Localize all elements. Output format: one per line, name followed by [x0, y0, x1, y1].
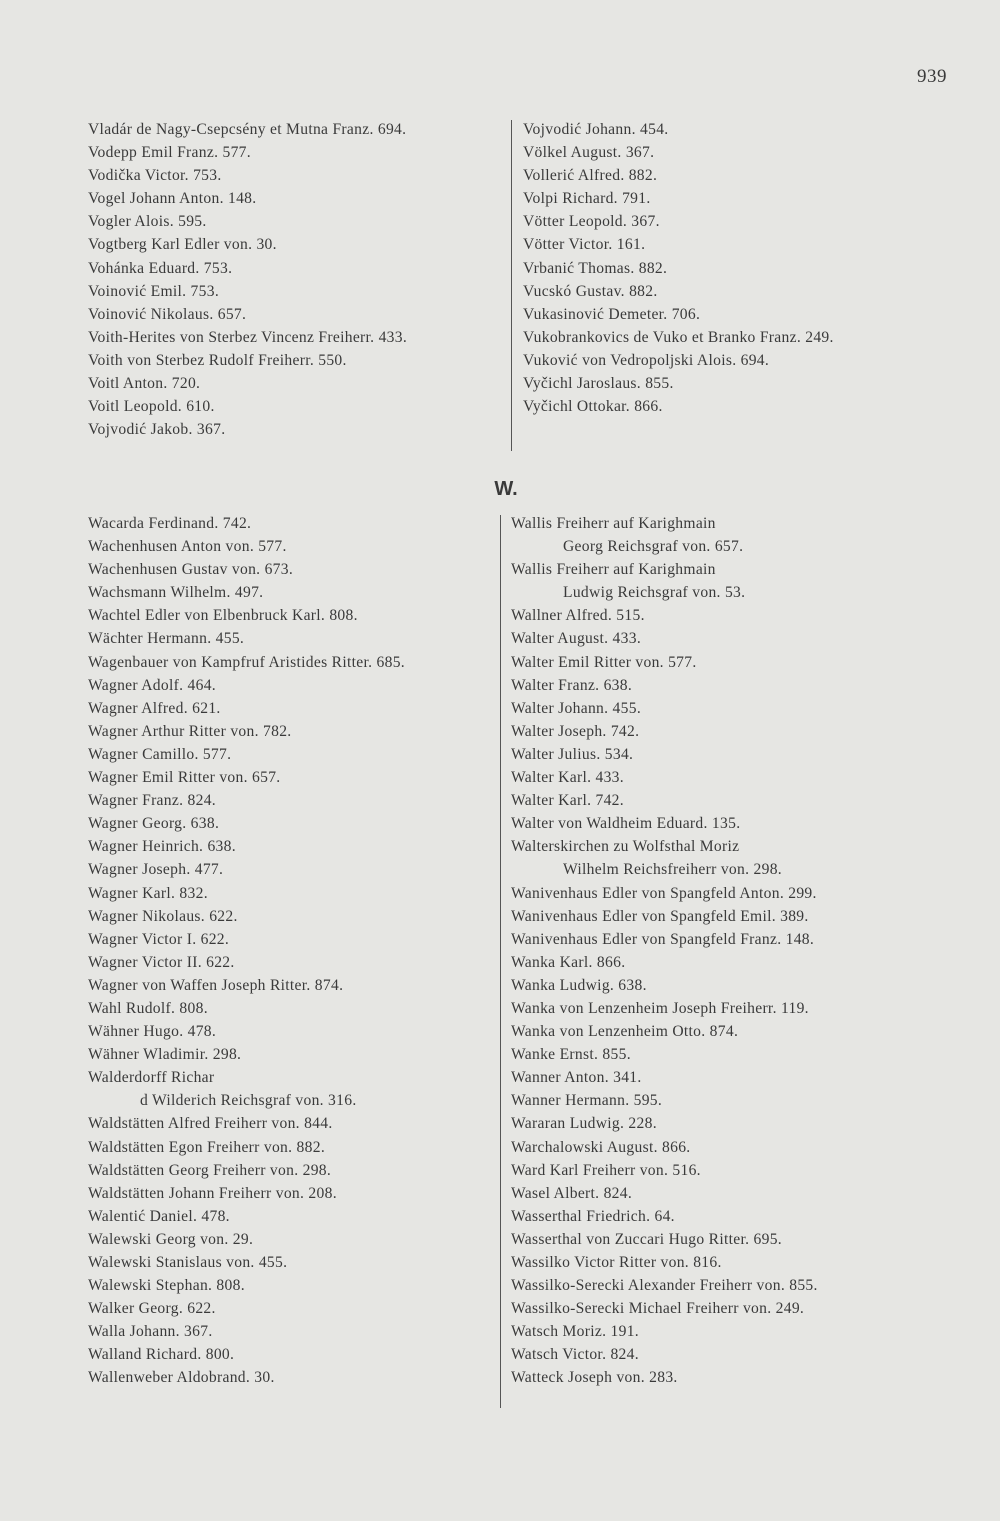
index-entry: Wagner Victor I. 622. — [88, 930, 230, 948]
index-entry: Vollerić Alfred. 882. — [523, 167, 658, 185]
index-entry: Wagenbauer von Kampfruf Aristides Ritter. 685. — [88, 653, 405, 671]
index-entry: Vodička Victor. 753. — [88, 167, 222, 185]
index-entry: Wagner Nikolaus. 622. — [88, 907, 238, 925]
index-entry: Wachtel Edler von Elbenbruck Karl. 808. — [88, 607, 358, 625]
index-entry: Wanke Ernst. 855. — [511, 1046, 631, 1064]
index-entry: Wasserthal von Zuccari Hugo Ritter. 695. — [511, 1230, 783, 1248]
index-entry: Wanner Hermann. 595. — [511, 1092, 663, 1110]
index-entry — [88, 1066, 500, 1112]
index-entry-continuation: d Wilderich Reichsgraf von. 316. — [140, 1092, 357, 1110]
index-entry: Vrbanić Thomas. 882. — [523, 259, 668, 277]
index-entry: Vojvodić Jakob. 367. — [88, 421, 226, 439]
index-entry: Wacarda Ferdinand. 742. — [88, 515, 252, 532]
index-entry: Waldstätten Georg Freiherr von. 298. — [88, 1161, 332, 1179]
index-entry: Vladár de Nagy-Csepcsény et Mutna Franz. 694. — [88, 121, 407, 138]
index-entry-first-line: Walterskirchen zu Wolfsthal Moriz — [511, 838, 740, 856]
index-entry: Walla Johann. 367. — [88, 1323, 213, 1341]
index-entry: Wagner Camillo. 577. — [88, 745, 232, 763]
index-entry: Wagner Franz. 824. — [88, 792, 216, 810]
index-entry-first-line: Wallis Freiherr auf Karighmain — [511, 515, 716, 532]
index-entry: Watteck Joseph von. 283. — [511, 1369, 678, 1387]
index-entry: Wagner Adolf. 464. — [88, 676, 217, 694]
index-entry: Wassilko Victor Ritter von. 816. — [511, 1254, 722, 1271]
index-entry: Walewski Georg von. 29. — [88, 1230, 254, 1248]
index-entry: Waldstätten Johann Freiherr von. 208. — [88, 1184, 337, 1202]
index-entry: Walter Julius. 534. — [511, 745, 634, 763]
index-entry: Wararan Ludwig. 228. — [511, 1115, 657, 1133]
index-entry: Walter Karl. 742. — [511, 792, 624, 810]
index-entry: Volpi Richard. 791. — [523, 190, 651, 208]
index-entry: Wagner Georg. 638. — [88, 815, 220, 833]
index-entry: Wanka von Lenzenheim Otto. 874. — [511, 1023, 739, 1041]
index-entry: Watsch Victor. 824. — [511, 1346, 639, 1364]
index-entry: Wasel Albert. 824. — [511, 1184, 633, 1202]
index-column-top-left — [88, 118, 508, 441]
index-entry: Wallner Alfred. 515. — [511, 607, 645, 625]
index-entry — [511, 558, 931, 604]
index-entry: Wähner Hugo. 478. — [88, 1023, 217, 1041]
index-entry: Ward Karl Freiherr von. 516. — [511, 1161, 701, 1179]
index-entry: Wasserthal Friedrich. 64. — [511, 1207, 675, 1225]
index-entry-continuation: Wilhelm Reichsfreiherr von. 298. — [563, 861, 782, 879]
index-entry: Wagner Victor II. 622. — [88, 953, 235, 971]
index-entry: Walter Karl. 433. — [511, 769, 624, 787]
index-entry: Vohánka Eduard. 753. — [88, 259, 233, 277]
index-entry: Vukasinović Demeter. 706. — [523, 305, 701, 323]
index-column-bottom-left — [88, 512, 500, 1390]
index-entry: Walter Franz. 638. — [511, 676, 633, 694]
index-entry-first-line: Wallis Freiherr auf Karighmain — [511, 561, 716, 579]
index-entry: Walker Georg. 622. — [88, 1300, 216, 1318]
index-entry: Vodepp Emil Franz. 577. — [88, 144, 251, 162]
index-entry: Voitl Anton. 720. — [88, 375, 201, 393]
index-entry: Wagner Heinrich. 638. — [88, 838, 236, 856]
index-entry: Völkel August. 367. — [523, 144, 655, 162]
index-entry: Walewski Stephan. 808. — [88, 1277, 245, 1295]
index-column-bottom-right — [511, 512, 931, 1390]
page-number: 939 — [917, 66, 947, 87]
index-entry: Walewski Stanislaus von. 455. — [88, 1254, 288, 1271]
index-entry: Wallenweber Aldobrand. 30. — [88, 1369, 275, 1387]
index-entry: Vojvodić Johann. 454. — [523, 121, 669, 138]
index-entry: Wachsmann Wilhelm. 497. — [88, 584, 264, 602]
index-entry: Wassilko-Serecki Alexander Freiherr von. 855. — [511, 1277, 818, 1295]
index-entry: Walland Richard. 800. — [88, 1346, 235, 1364]
index-entry: Wagner Emil Ritter von. 657. — [88, 769, 281, 787]
index-entry: Vogtberg Karl Edler von. 30. — [88, 236, 277, 254]
index-entry: Wassilko-Serecki Michael Freiherr von. 249. — [511, 1300, 805, 1318]
index-entry: Warchalowski August. 866. — [511, 1138, 691, 1156]
index-entry: Vogel Johann Anton. 148. — [88, 190, 257, 208]
index-entry: Walter Joseph. 742. — [511, 722, 640, 740]
index-entry: Walter Emil Ritter von. 577. — [511, 653, 697, 671]
section-letter-heading: W. — [494, 478, 518, 500]
index-entry: Wagner Alfred. 621. — [88, 699, 221, 717]
index-entry-continuation: Ludwig Reichsgraf von. 53. — [563, 584, 746, 602]
index-entry: Voitl Leopold. 610. — [88, 398, 215, 416]
index-entry: Wanivenhaus Edler von Spangfeld Anton. 299. — [511, 884, 817, 902]
index-entry: Voinović Nikolaus. 657. — [88, 305, 247, 323]
index-entry: Walter Johann. 455. — [511, 699, 642, 717]
index-entry: Wanka Ludwig. 638. — [511, 976, 647, 994]
index-entry-continuation: Georg Reichsgraf von. 657. — [563, 538, 744, 556]
index-entry: Wanka Karl. 866. — [511, 953, 626, 971]
column-divider-top — [511, 120, 512, 451]
index-entry: Walentić Daniel. 478. — [88, 1207, 230, 1225]
column-divider-bottom — [500, 515, 501, 1408]
index-entry: Voith-Herites von Sterbez Vincenz Freiherr. 433. — [88, 328, 408, 346]
index-entry: Wagner von Waffen Joseph Ritter. 874. — [88, 976, 344, 994]
index-entry: Vuković von Vedropoljski Alois. 694. — [523, 351, 770, 369]
index-entry: Vukobrankovics de Vuko et Branko Franz. 249. — [523, 328, 834, 346]
index-entry: Voinović Emil. 753. — [88, 282, 220, 300]
index-entry: Wähner Wladimir. 298. — [88, 1046, 242, 1064]
index-entry — [511, 512, 931, 558]
index-entry: Wahl Rudolf. 808. — [88, 999, 208, 1017]
index-entry-first-line: Walderdorff Richar — [88, 1069, 215, 1087]
index-entry: Wagner Karl. 832. — [88, 884, 208, 902]
index-entry: Vyčichl Jaroslaus. 855. — [523, 375, 674, 393]
index-entry: Wanivenhaus Edler von Spangfeld Franz. 148. — [511, 930, 815, 948]
index-entry: Vucskó Gustav. 882. — [523, 282, 658, 300]
index-entry: Wächter Hermann. 455. — [88, 630, 245, 648]
index-entry: Wagner Arthur Ritter von. 782. — [88, 722, 292, 740]
index-entry: Vötter Leopold. 367. — [523, 213, 660, 231]
index-entry: Wanivenhaus Edler von Spangfeld Emil. 389. — [511, 907, 809, 925]
index-entry: Wagner Joseph. 477. — [88, 861, 224, 879]
index-entry: Voith von Sterbez Rudolf Freiherr. 550. — [88, 351, 347, 369]
index-column-top-right — [523, 118, 963, 418]
index-entry: Waldstätten Alfred Freiherr von. 844. — [88, 1115, 333, 1133]
index-entry: Watsch Moriz. 191. — [511, 1323, 640, 1341]
index-entry: Vötter Victor. 161. — [523, 236, 646, 254]
index-entry: Wanka von Lenzenheim Joseph Freiherr. 119. — [511, 999, 809, 1017]
index-entry — [511, 835, 931, 881]
index-entry: Wachenhusen Anton von. 577. — [88, 538, 287, 556]
index-entry: Walter August. 433. — [511, 630, 642, 648]
index-entry: Wachenhusen Gustav von. 673. — [88, 561, 294, 579]
index-entry: Walter von Waldheim Eduard. 135. — [511, 815, 741, 833]
index-entry: Vogler Alois. 595. — [88, 213, 207, 231]
index-entry: Vyčichl Ottokar. 866. — [523, 398, 663, 416]
index-entry: Waldstätten Egon Freiherr von. 882. — [88, 1138, 326, 1156]
index-entry: Wanner Anton. 341. — [511, 1069, 642, 1087]
